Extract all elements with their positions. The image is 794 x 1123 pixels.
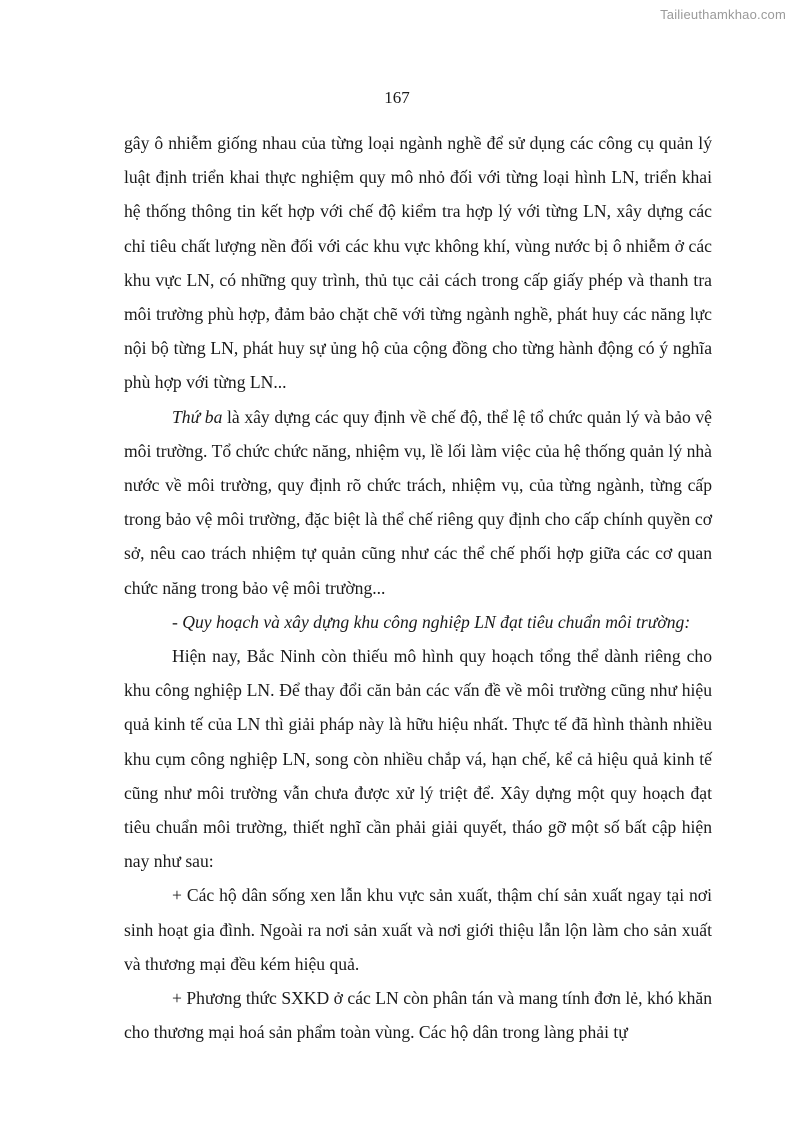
page-number: 167 [384, 88, 410, 107]
paragraph-2-text: là xây dựng các quy định về chế độ, thể lệ tổ chức quản lý và bảo vệ môi trường. Tổ chức chức năng, nhiệm vụ, lề lối làm việc của hệ thống quản lý nhà nước về môi trường, quy định rõ chức trách, nhiệm vụ, của từng ngành, từng cấp trong bảo vệ môi trường, đặc biệt là thể chế riêng quy định cho cấp chính quyền cơ sở, nêu cao trách nhiệm tự quản cũng như các thể chế phối hợp giữa các cơ quan chức năng trong bảo vệ môi trường... [124, 406, 712, 598]
watermark: Tailieuthamkhao.com [660, 7, 786, 22]
section-heading: - Quy hoạch và xây dựng khu công nghiệp LN đạt tiêu chuẩn môi trường: [172, 611, 691, 632]
paragraph-1: gây ô nhiễm giống nhau của từng loại ngành nghề để sử dụng các công cụ quản lý luật định triển khai thực nghiệm quy mô nhỏ đối với từng loại hình LN, triển khai hệ thống thông tin kết hợp với chế độ kiểm tra hợp lý với từng LN, xây dựng các chỉ tiêu chất lượng nền đối với các khu vực không khí, vùng nước bị ô nhiễm ở các khu vực LN, có những quy trình, thủ tục cải cách trong cấp giấy phép và thanh tra môi trường phù hợp, đảm bảo chặt chẽ với từng ngành nghề, phát huy các năng lực nội bộ từng LN, phát huy sự ủng hộ của cộng đồng cho từng hành động có ý nghĩa phù hợp với từng LN... [124, 133, 712, 393]
paragraph-3: Hiện nay, Bắc Ninh còn thiếu mô hình quy hoạch tổng thể dành riêng cho khu công nghiệp LN. Để thay đổi căn bản các vấn đề về môi trường cũng như hiệu quả kinh tế của LN thì giải pháp này là hữu hiệu nhất. Thực tế đã hình thành nhiều khu cụm công nghiệp LN, song còn nhiều chắp vá, hạn chế, kể cả hiệu quả kinh tế cũng như môi trường vẫn chưa được xử lý triệt để. Xây dựng một quy hoạch đạt tiêu chuẩn môi trường, thiết nghĩ cần phải giải quyết, tháo gỡ một số bất cập hiện nay như sau: [124, 646, 712, 872]
page-body [124, 126, 712, 1049]
paragraph-5: + Phương thức SXKD ở các LN còn phân tán và mang tính đơn lẻ, khó khăn cho thương mại hoá sản phẩm toàn vùng. Các hộ dân trong làng phải tự [124, 988, 712, 1043]
paragraph-4: + Các hộ dân sống xen lẫn khu vực sản xuất, thậm chí sản xuất ngay tại nơi sinh hoạt gia đình. Ngoài ra nơi sản xuất và nơi giới thiệu lẫn lộn làm cho sản xuất và thương mại đều kém hiệu quả. [124, 885, 712, 974]
paragraph-2-lead: Thứ ba [172, 406, 223, 427]
paragraph-2 [124, 400, 712, 605]
